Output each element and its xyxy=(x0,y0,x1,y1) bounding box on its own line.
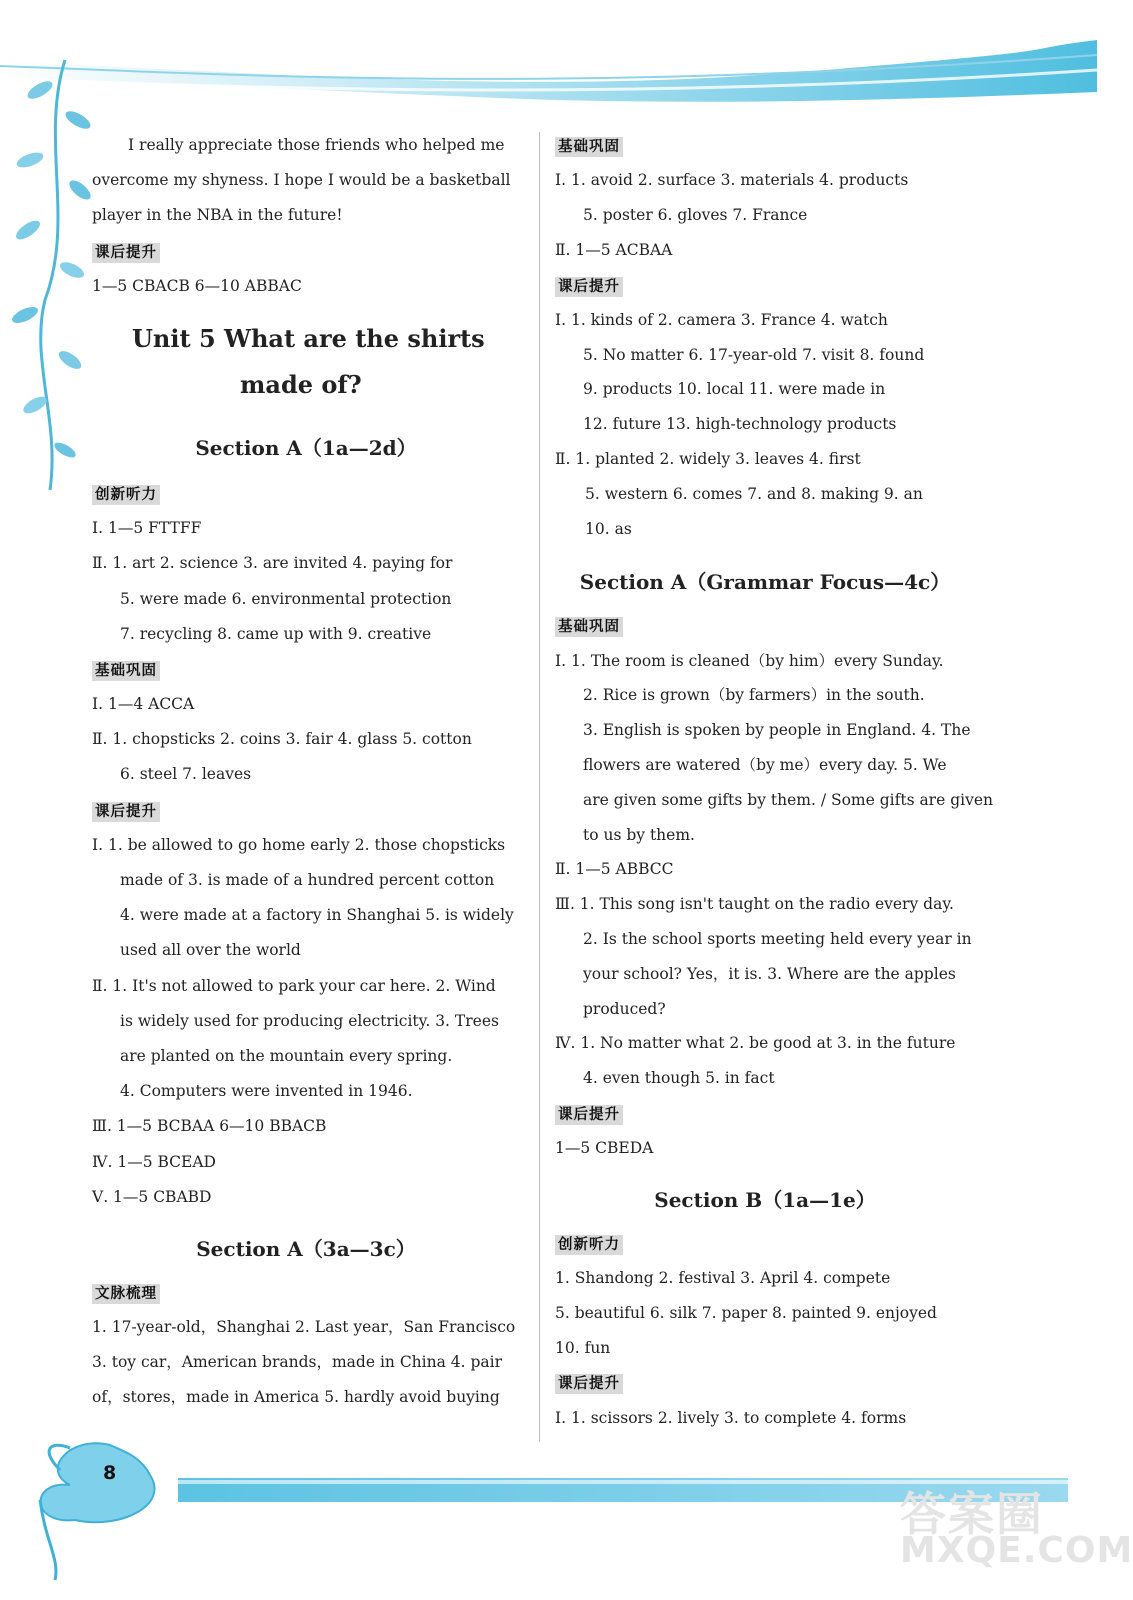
answer-line: Ⅱ. 1. planted 2. widely 3. leaves 4. first xyxy=(555,449,861,468)
answer-line: 5. western 6. comes 7. and 8. making 9. an xyxy=(585,484,923,503)
answer-line: are given some gifts by them. / Some gifts are given xyxy=(583,790,993,809)
answer-line: flowers are watered（by me）every day. 5. We xyxy=(583,755,947,774)
answer-line: 3. English is spoken by people in England. 4. The xyxy=(583,721,971,740)
answer-line: 1. Shandong 2. festival 3. April 4. compete xyxy=(555,1269,891,1288)
page-number: 8 xyxy=(103,1462,117,1484)
section-tag: 创新听力 xyxy=(92,485,160,505)
section-heading: Section A（3a—3c） xyxy=(196,1236,416,1261)
answer-line: 4. Computers were invented in 1946. xyxy=(120,1082,413,1101)
answer-line: Ⅰ. 1—4 ACCA xyxy=(92,695,195,714)
answer-line: made of 3. is made of a hundred percent cotton xyxy=(120,871,495,889)
answer-line: used all over the world xyxy=(120,941,301,960)
answer-line: Ⅱ. 1—5 ACBAA xyxy=(555,240,673,259)
column-divider xyxy=(539,132,540,1442)
answer-line: are planted on the mountain every spring. xyxy=(120,1046,453,1065)
answer-line: Ⅱ. 1. It's not allowed to park your car here. 2. Wind xyxy=(92,976,496,995)
answer-line: 5. No matter 6. 17-year-old 7. visit 8. found xyxy=(583,345,925,364)
right-column xyxy=(555,128,993,1435)
section-tag: 文脉梳理 xyxy=(92,1284,160,1304)
answer-line: 9. products 10. local 11. were made in xyxy=(583,380,886,399)
answer-line: Ⅰ. 1. be allowed to go home early 2. those chopsticks xyxy=(92,835,506,854)
answer-line: 12. future 13. high-technology products xyxy=(583,415,897,434)
section-tag: 创新听力 xyxy=(555,1235,623,1255)
left-column xyxy=(92,128,520,1416)
section-tag: 基础巩固 xyxy=(555,617,623,637)
answer-line: 3. toy car，American brands，made in China 4. pair xyxy=(92,1353,503,1372)
answer-line: Ⅴ. 1—5 CBABD xyxy=(92,1187,212,1206)
answer-line: 2. Rice is grown（by farmers）in the south. xyxy=(583,686,925,705)
answer-line: 7. recycling 8. came up with 9. creative xyxy=(120,624,432,643)
top-decorative-band xyxy=(0,0,1097,110)
answer-line: Ⅳ. 1—5 BCEAD xyxy=(92,1152,216,1171)
answer-line: Ⅰ. 1—5 FTTFF xyxy=(92,519,202,538)
answer-line: 2. Is the school sports meeting held every year in xyxy=(583,929,972,948)
answer-line: 4. even though 5. in fact xyxy=(583,1069,775,1088)
answer-line: your school? Yes，it is. 3. Where are the apples xyxy=(583,964,956,983)
section-heading: Section B（1a—1e） xyxy=(654,1187,876,1212)
answer-line: Ⅲ. 1—5 BCBAA 6—10 BBACB xyxy=(92,1117,327,1136)
answer-line: Ⅰ. 1. avoid 2. surface 3. materials 4. products xyxy=(555,171,909,190)
answer-line: Ⅰ. 1. The room is cleaned（by him）every Sunday. xyxy=(555,651,944,670)
answer-line: 4. were made at a factory in Shanghai 5. is widely xyxy=(120,906,514,925)
answer-line: 5. were made 6. environmental protection xyxy=(120,589,452,608)
section-tag: 课后提升 xyxy=(92,243,160,263)
intro-line-1: I really appreciate those friends who helped me xyxy=(128,136,505,154)
answer-line: Ⅱ. 1. chopsticks 2. coins 3. fair 4. glass 5. cotton xyxy=(92,730,472,749)
answer-line: 5. beautiful 6. silk 7. paper 8. painted 9. enjoyed xyxy=(555,1303,937,1322)
answer-line: of，stores，made in America 5. hardly avoid buying xyxy=(92,1388,500,1407)
answer-line: 6. steel 7. leaves xyxy=(120,765,252,784)
answer-line: Ⅰ. 1. kinds of 2. camera 3. France 4. watch xyxy=(555,310,888,329)
intro-line-3: player in the NBA in the future! xyxy=(92,206,343,225)
section-tag: 课后提升 xyxy=(555,1374,623,1394)
section-tag: 基础巩固 xyxy=(555,137,623,157)
answer-line: Ⅱ. 1—5 ABBCC xyxy=(555,860,674,879)
answer-line: 10. fun xyxy=(555,1338,611,1357)
answer-line: 1—5 CBEDA xyxy=(555,1139,654,1158)
section-tag: 课后提升 xyxy=(555,1105,623,1125)
answer-line: 1. 17-year-old，Shanghai 2. Last year，San Francisco xyxy=(92,1318,516,1337)
answer-line: is widely used for producing electricity. 3. Trees xyxy=(120,1011,499,1030)
section-tag: 课后提升 xyxy=(92,802,160,822)
answer-line: 10. as xyxy=(585,519,632,538)
answer-line: 5. poster 6. gloves 7. France xyxy=(583,205,808,224)
watermark-logo: 答案圈 xyxy=(900,1487,1044,1541)
section-heading: Section A（1a—2d） xyxy=(195,435,417,460)
answer-line: to us by them. xyxy=(583,825,695,844)
answer-line: Ⅳ. 1. No matter what 2. be good at 3. in the future xyxy=(555,1034,956,1053)
section-tag: 课后提升 xyxy=(555,277,623,297)
section-heading: Section A（Grammar Focus—4c） xyxy=(579,570,951,595)
answer-line: Ⅱ. 1. art 2. science 3. are invited 4. paying for xyxy=(92,554,453,573)
answer-line: 1—5 CBACB 6—10 ABBAC xyxy=(92,276,302,295)
section-tag: 基础巩固 xyxy=(92,661,160,681)
unit-title-line-2: made of? xyxy=(240,369,362,399)
unit-title-line-1: Unit 5 What are the shirts xyxy=(132,323,485,353)
watermark-url: MXQE.COM xyxy=(900,1530,1133,1571)
answer-line: produced? xyxy=(583,999,666,1018)
intro-line-2: overcome my shyness. I hope I would be a basketball xyxy=(92,171,511,190)
answer-line: Ⅰ. 1. scissors 2. lively 3. to complete 4. forms xyxy=(555,1408,907,1427)
answer-line: Ⅲ. 1. This song isn't taught on the radio every day. xyxy=(555,895,954,914)
